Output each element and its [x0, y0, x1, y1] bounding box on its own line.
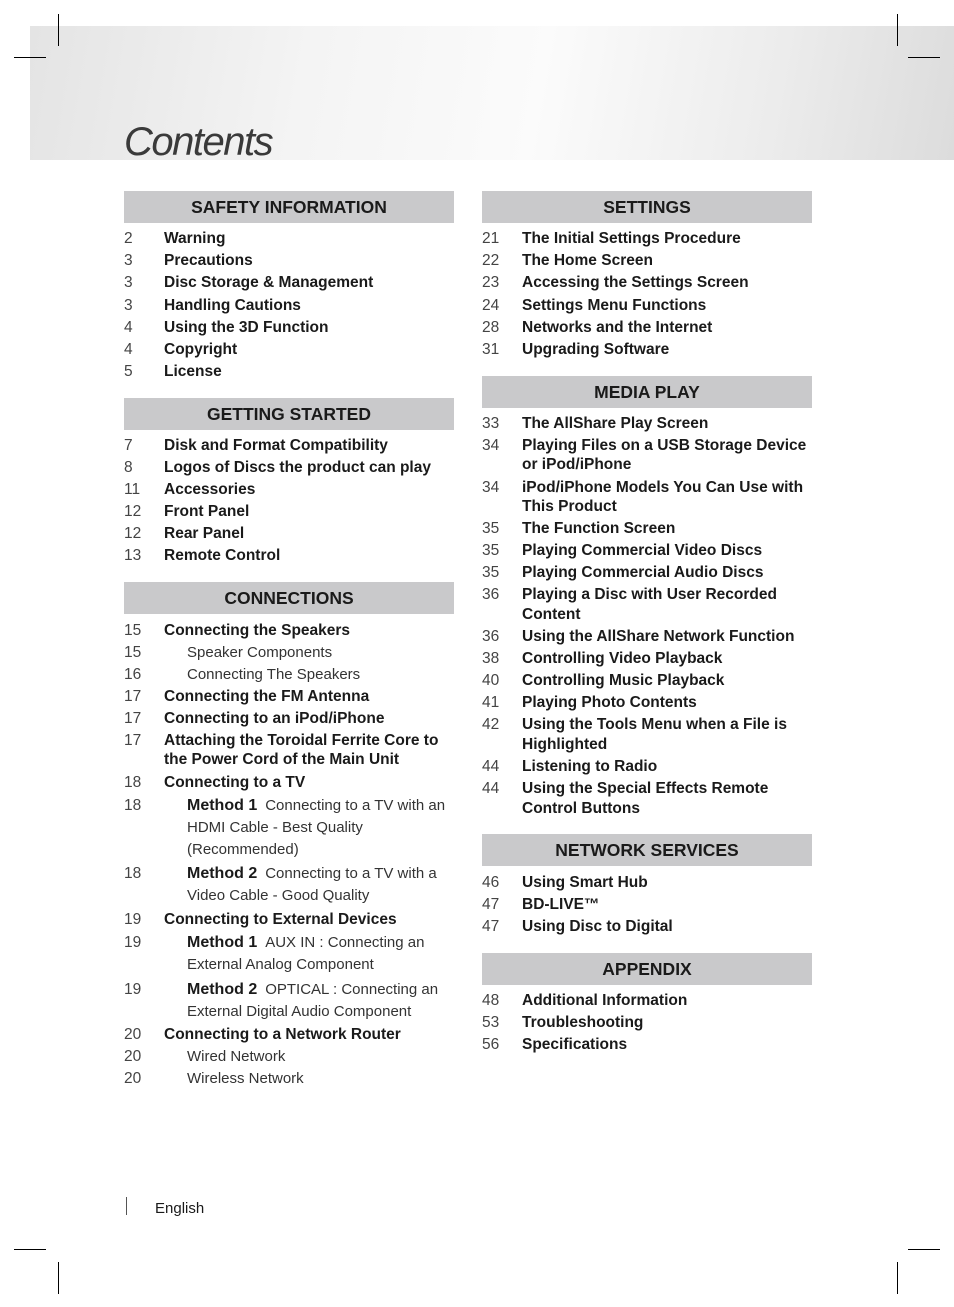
page-number: 40 [482, 672, 500, 690]
page-number: 18 [124, 796, 142, 814]
entry-title: Troubleshooting [522, 1014, 644, 1032]
toc-left-column [124, 191, 454, 1105]
toc-entry[interactable] [482, 871, 812, 893]
page-number: 47 [482, 917, 500, 935]
toc-section-getting-started [124, 398, 454, 568]
page-number: 21 [482, 230, 500, 248]
page-number: 34 [482, 478, 500, 496]
entry-title: Connecting to External Devices [164, 910, 397, 928]
toc-entry[interactable] [124, 479, 454, 501]
entry-title: Connecting to an iPod/iPhone [164, 709, 385, 727]
footer-divider [126, 1197, 127, 1215]
crop-mark [897, 1262, 898, 1294]
toc-entry[interactable] [482, 518, 812, 540]
method-label: Method 1 [187, 933, 258, 951]
entry-title: Playing a Disc with User Recorded Content [522, 586, 777, 623]
entry-title: Wireless Network [187, 1070, 304, 1088]
page-title: Contents [124, 120, 273, 164]
toc-entry[interactable] [124, 708, 454, 730]
toc-entry[interactable] [482, 562, 812, 584]
entry-title: Accessories [164, 481, 256, 499]
section-header: NETWORK SERVICES [482, 834, 812, 866]
toc-entry[interactable] [124, 909, 454, 931]
toc-entry[interactable] [482, 648, 812, 670]
toc-entry[interactable] [124, 457, 454, 479]
page-number: 3 [124, 252, 133, 270]
page-number: 7 [124, 436, 133, 454]
toc-entry[interactable] [482, 413, 812, 435]
entry-title: Using the Special Effects Remote Control Buttons [522, 780, 769, 817]
entry-title: The Initial Settings Procedure [522, 230, 741, 248]
toc-entry[interactable] [482, 893, 812, 915]
entry-title: Connecting the FM Antenna [164, 687, 370, 705]
page-number: 38 [482, 650, 500, 668]
page-number: 4 [124, 318, 133, 336]
toc-section-media-play [482, 376, 812, 820]
page-number: 3 [124, 296, 133, 314]
toc-entry[interactable] [124, 862, 454, 909]
toc-right-column [482, 191, 812, 1071]
entry-title: Precautions [164, 252, 253, 270]
page-number: 35 [482, 520, 500, 538]
page-number: 18 [124, 865, 142, 883]
toc-entry[interactable] [124, 771, 454, 793]
toc-entry[interactable] [124, 250, 454, 272]
crop-mark [908, 1249, 940, 1250]
page-number: 35 [482, 564, 500, 582]
crop-mark [58, 1262, 59, 1294]
entry-title: Listening to Radio [522, 757, 658, 775]
page-number: 12 [124, 503, 142, 521]
toc-entry[interactable] [124, 361, 454, 383]
page-number: 22 [482, 252, 500, 270]
entry-title: The AllShare Play Screen [522, 414, 709, 432]
method-description: Connecting to a TV with an HDMI Cable - Best Quality (Recommended) [187, 796, 446, 858]
page-number: 12 [124, 525, 142, 543]
page-number: 16 [124, 665, 142, 683]
method-label: Method 1 [187, 796, 258, 814]
toc-entry[interactable] [482, 670, 812, 692]
entry-title: Accessing the Settings Screen [522, 274, 749, 292]
page-number: 19 [124, 980, 142, 998]
page-number: 5 [124, 362, 133, 380]
toc-entry[interactable] [482, 540, 812, 562]
entry-title: Warning [164, 230, 226, 248]
entry-title [164, 932, 454, 976]
toc-entry[interactable] [482, 272, 812, 294]
crop-mark [908, 57, 940, 58]
toc-entry[interactable] [124, 619, 454, 641]
page-number: 13 [124, 547, 142, 565]
toc-entry[interactable] [482, 692, 812, 714]
entry-title [164, 795, 454, 861]
page-number: 35 [482, 542, 500, 560]
entry-title: Attaching the Toroidal Ferrite Core to the Power Cord of the Main Unit [164, 731, 439, 769]
toc-section-network-services [482, 834, 812, 937]
toc-entry[interactable] [124, 294, 454, 316]
entry-title: Remote Control [164, 547, 281, 565]
entry-title: Connecting to a TV [164, 773, 306, 791]
toc-entry[interactable] [482, 778, 812, 820]
entry-title: Using Smart Hub [522, 873, 648, 891]
toc-entry[interactable] [482, 916, 812, 938]
entry-title: Using Disc to Digital [522, 917, 673, 935]
entry-title: Rear Panel [164, 525, 245, 543]
footer-language: English [155, 1200, 205, 1217]
page-number: 17 [124, 709, 142, 727]
method-label: Method 2 [187, 865, 258, 883]
entry-title: Disc Storage & Management [164, 274, 374, 292]
entry-title: Speaker Components [187, 643, 333, 661]
toc-entry[interactable] [482, 338, 812, 360]
toc-entry[interactable] [124, 793, 454, 862]
page-number: 46 [482, 873, 500, 891]
toc-entry[interactable] [124, 316, 454, 338]
toc-entry[interactable] [482, 1012, 812, 1034]
page-number: 34 [482, 436, 500, 454]
page-number: 19 [124, 933, 142, 951]
entry-title: Connecting the Speakers [164, 621, 351, 639]
page-number: 48 [482, 991, 500, 1009]
page-number: 19 [124, 910, 142, 928]
toc-entry[interactable] [482, 250, 812, 272]
page-number: 20 [124, 1026, 142, 1044]
toc-entry[interactable] [482, 584, 812, 626]
page-number: 31 [482, 340, 500, 358]
crop-mark [897, 14, 898, 46]
section-header: GETTING STARTED [124, 398, 454, 430]
method-description: OPTICAL : Connecting an External Digital Audio Component [187, 980, 439, 1020]
entry-title: Controlling Music Playback [522, 672, 725, 690]
toc-entry[interactable] [124, 931, 454, 978]
toc-entry[interactable] [124, 1024, 454, 1046]
entry-title: Playing Commercial Video Discs [522, 542, 763, 560]
page-number: 53 [482, 1014, 500, 1032]
page-number: 42 [482, 716, 500, 734]
entry-title: Playing Photo Contents [522, 694, 697, 712]
entry-title: Front Panel [164, 503, 250, 521]
page-number: 20 [124, 1048, 142, 1066]
toc-entry[interactable] [124, 641, 454, 663]
entry-title [164, 979, 454, 1023]
page-number: 56 [482, 1036, 500, 1054]
page-number: 17 [124, 687, 142, 705]
toc-entry[interactable] [482, 476, 812, 518]
entry-title: Connecting The Speakers [187, 665, 361, 683]
entry-title: Upgrading Software [522, 340, 670, 358]
entry-title: Wired Network [187, 1048, 286, 1066]
toc-entry[interactable] [124, 1068, 454, 1090]
entry-title: Networks and the Internet [522, 318, 713, 336]
toc-entry[interactable] [124, 272, 454, 294]
entry-title: License [164, 362, 222, 380]
entry-title: The Function Screen [522, 520, 676, 538]
toc-entry[interactable] [124, 501, 454, 523]
entry-title: Playing Commercial Audio Discs [522, 564, 764, 582]
toc-entry[interactable] [124, 545, 454, 567]
entry-title: BD-LIVE™ [522, 895, 600, 913]
toc-entry[interactable] [482, 714, 812, 756]
entry-title: Specifications [522, 1036, 628, 1054]
page-number: 11 [124, 481, 141, 499]
page-number: 20 [124, 1070, 142, 1088]
method-description: AUX IN : Connecting an External Analog Component [187, 933, 425, 973]
entry-title: Using the 3D Function [164, 318, 329, 336]
toc-entry[interactable] [482, 1034, 812, 1056]
toc-entry[interactable] [124, 730, 454, 772]
entry-title: Controlling Video Playback [522, 650, 723, 668]
crop-mark [14, 57, 46, 58]
toc-section-safety-information [124, 191, 454, 383]
entry-title: Handling Cautions [164, 296, 301, 314]
entry-title: iPod/iPhone Models You Can Use with This Product [522, 478, 804, 516]
page-number: 18 [124, 773, 142, 791]
page-number: 47 [482, 895, 500, 913]
section-header: SAFETY INFORMATION [124, 191, 454, 223]
page-number: 36 [482, 628, 500, 646]
section-header: APPENDIX [482, 953, 812, 985]
toc-entry[interactable] [124, 338, 454, 360]
page-number: 24 [482, 296, 500, 314]
toc-section-settings [482, 191, 812, 361]
page-number: 23 [482, 274, 500, 292]
section-header: SETTINGS [482, 191, 812, 223]
toc-section-appendix [482, 953, 812, 1056]
entry-title: Using the Tools Menu when a File is Highlighted [522, 716, 787, 753]
page-number: 33 [482, 414, 500, 432]
toc-entry[interactable] [482, 228, 812, 250]
entry-title: Settings Menu Functions [522, 296, 707, 314]
crop-mark [14, 1249, 46, 1250]
entry-title: Using the AllShare Network Function [522, 628, 795, 646]
page-number: 17 [124, 731, 142, 749]
page-number: 28 [482, 318, 500, 336]
section-header: MEDIA PLAY [482, 376, 812, 408]
page-number: 4 [124, 340, 133, 358]
entry-title: Additional Information [522, 991, 688, 1009]
page-number: 44 [482, 757, 500, 775]
entry-title: Playing Files on a USB Storage Device or iPod/iPhone [522, 436, 807, 474]
entry-title: Disk and Format Compatibility [164, 436, 388, 454]
toc-section-connections [124, 582, 454, 1090]
toc-entry[interactable] [124, 228, 454, 250]
section-header: CONNECTIONS [124, 582, 454, 614]
page-number: 8 [124, 459, 133, 477]
entry-title [164, 863, 454, 907]
entry-title: The Home Screen [522, 252, 653, 270]
toc-entry[interactable] [124, 1046, 454, 1068]
toc-entry[interactable] [482, 435, 812, 477]
entry-title: Connecting to a Network Router [164, 1026, 401, 1044]
toc-entry[interactable] [482, 756, 812, 778]
page-number: 44 [482, 780, 500, 798]
toc-entry[interactable] [124, 977, 454, 1024]
entry-title: Copyright [164, 340, 238, 358]
page-number: 3 [124, 274, 133, 292]
toc-entry[interactable] [124, 686, 454, 708]
toc-entry[interactable] [482, 316, 812, 338]
page-number: 15 [124, 643, 142, 661]
toc-entry[interactable] [124, 663, 454, 685]
page-number: 36 [482, 586, 500, 604]
toc-entry[interactable] [482, 990, 812, 1012]
method-label: Method 2 [187, 980, 258, 998]
entry-title: Logos of Discs the product can play [164, 459, 431, 477]
toc-entry[interactable] [124, 523, 454, 545]
toc-entry[interactable] [482, 294, 812, 316]
toc-entry[interactable] [482, 626, 812, 648]
page-number: 15 [124, 621, 142, 639]
toc-entry[interactable] [124, 435, 454, 457]
crop-mark [58, 14, 59, 46]
page-number: 41 [482, 694, 500, 712]
method-description: Connecting to a TV with a Video Cable - Good Quality [187, 865, 437, 905]
page-number: 2 [124, 230, 133, 248]
